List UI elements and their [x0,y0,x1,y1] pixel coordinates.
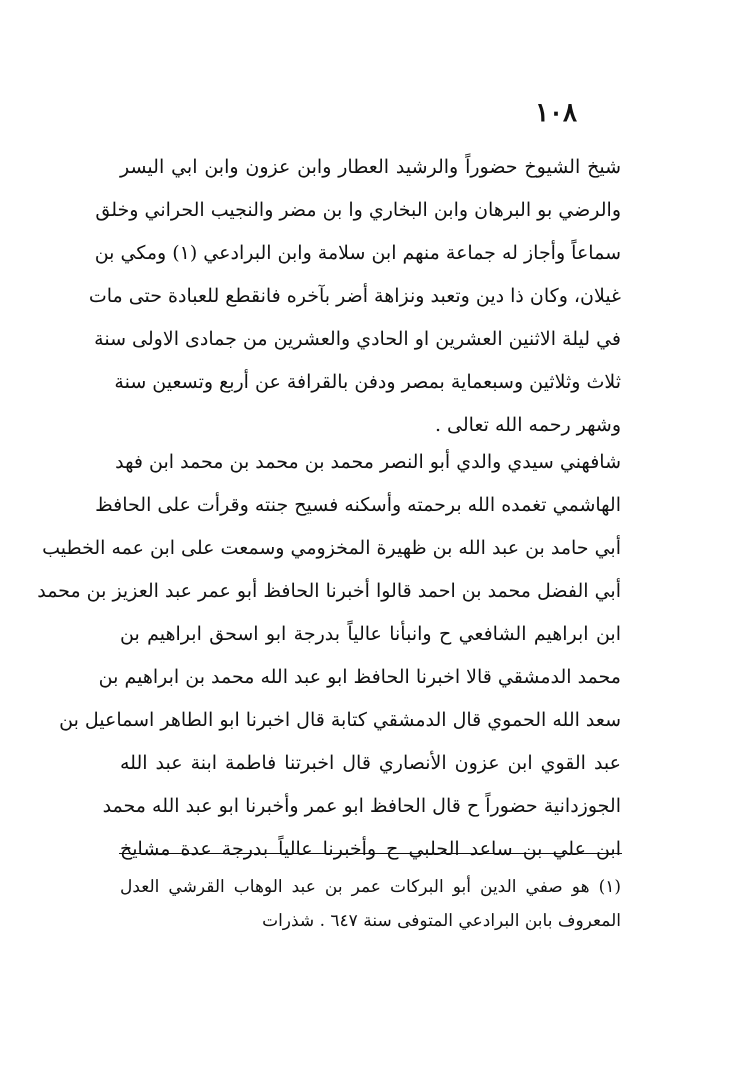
paragraph-1 [88,146,621,447]
text-line: سعد الله الحموي قال الدمشقي كتابة قال اخبرنا ابو الطاهر اسماعيل بن [59,709,621,731]
footnote [120,870,621,938]
footnote-line: (١) هو صفي الدين أبو البركات عمر بن عبد الوهاب القرشي العدل [120,877,621,897]
footnote-divider [119,853,622,854]
text-line: شافهني سيدي والدي أبو النصر محمد بن محمد بن محمد ابن فهد [115,451,621,473]
text-line: والرضي بو البرهان وابن البخاري وا بن مضر والنجيب الحراني وخلق [95,199,621,221]
text-line: شيخ الشيوخ حضوراً والرشيد العطار وابن عزون وابن ابي اليسر [120,156,621,178]
text-line: ابن علي بن ساعد الحلبي ح وأخبرنا عالياً بدرجة عدة مشايخ [120,838,621,860]
text-line: سماعاً وأجاز له جماعة منهم ابن سلامة وابن البرادعي (١) ومكي بن [94,242,621,264]
text-line: في ليلة الاثنين العشرين او الحادي والعشرين من جمادى الاولى سنة [94,328,621,350]
text-line: الجوزدانية حضوراً ح قال الحافظ ابو عمر وأخبرنا ابو عبد الله محمد [102,795,621,817]
text-line: محمد الدمشقي قالا اخبرنا الحافظ ابو عبد الله محمد بن ابراهيم بن [98,666,621,688]
text-line: ابن ابراهيم الشافعي ح وانبأنا عالياً بدرجة ابو اسحق ابراهيم بن [120,623,621,645]
page-number: ١٠٨ [535,98,577,128]
text-line: الهاشمي تغمده الله برحمته وأسكنه فسيح جنته وقرأت على الحافظ [95,494,621,516]
text-line: أبي حامد بن عبد الله بن ظهيرة المخزومي وسمعت على ابن عمه الخطيب [42,537,621,559]
text-line: وشهر رحمه الله تعالى . [434,414,621,436]
footnote-line: المعروف بابن البرادعي المتوفى سنة ٦٤٧ . شذرات [262,911,621,931]
text-line: عبد القوي ابن عزون الأنصاري قال اخبرتنا فاطمة ابنة عبد الله [120,752,621,774]
text-line: أبي الفضل محمد بن احمد قالوا أخبرنا الحافظ أبو عمر عبد العزيز بن محمد [37,580,621,602]
paragraph-2 [37,441,621,871]
text-line: ثلاث وثلاثين وسبعماية بمصر ودفن بالقرافة عن أربع وتسعين سنة [114,371,621,393]
text-line: غيلان، وكان ذا دين وتعبد ونزاهة أضر بآخره فانقطع للعبادة حتى مات [88,285,621,307]
